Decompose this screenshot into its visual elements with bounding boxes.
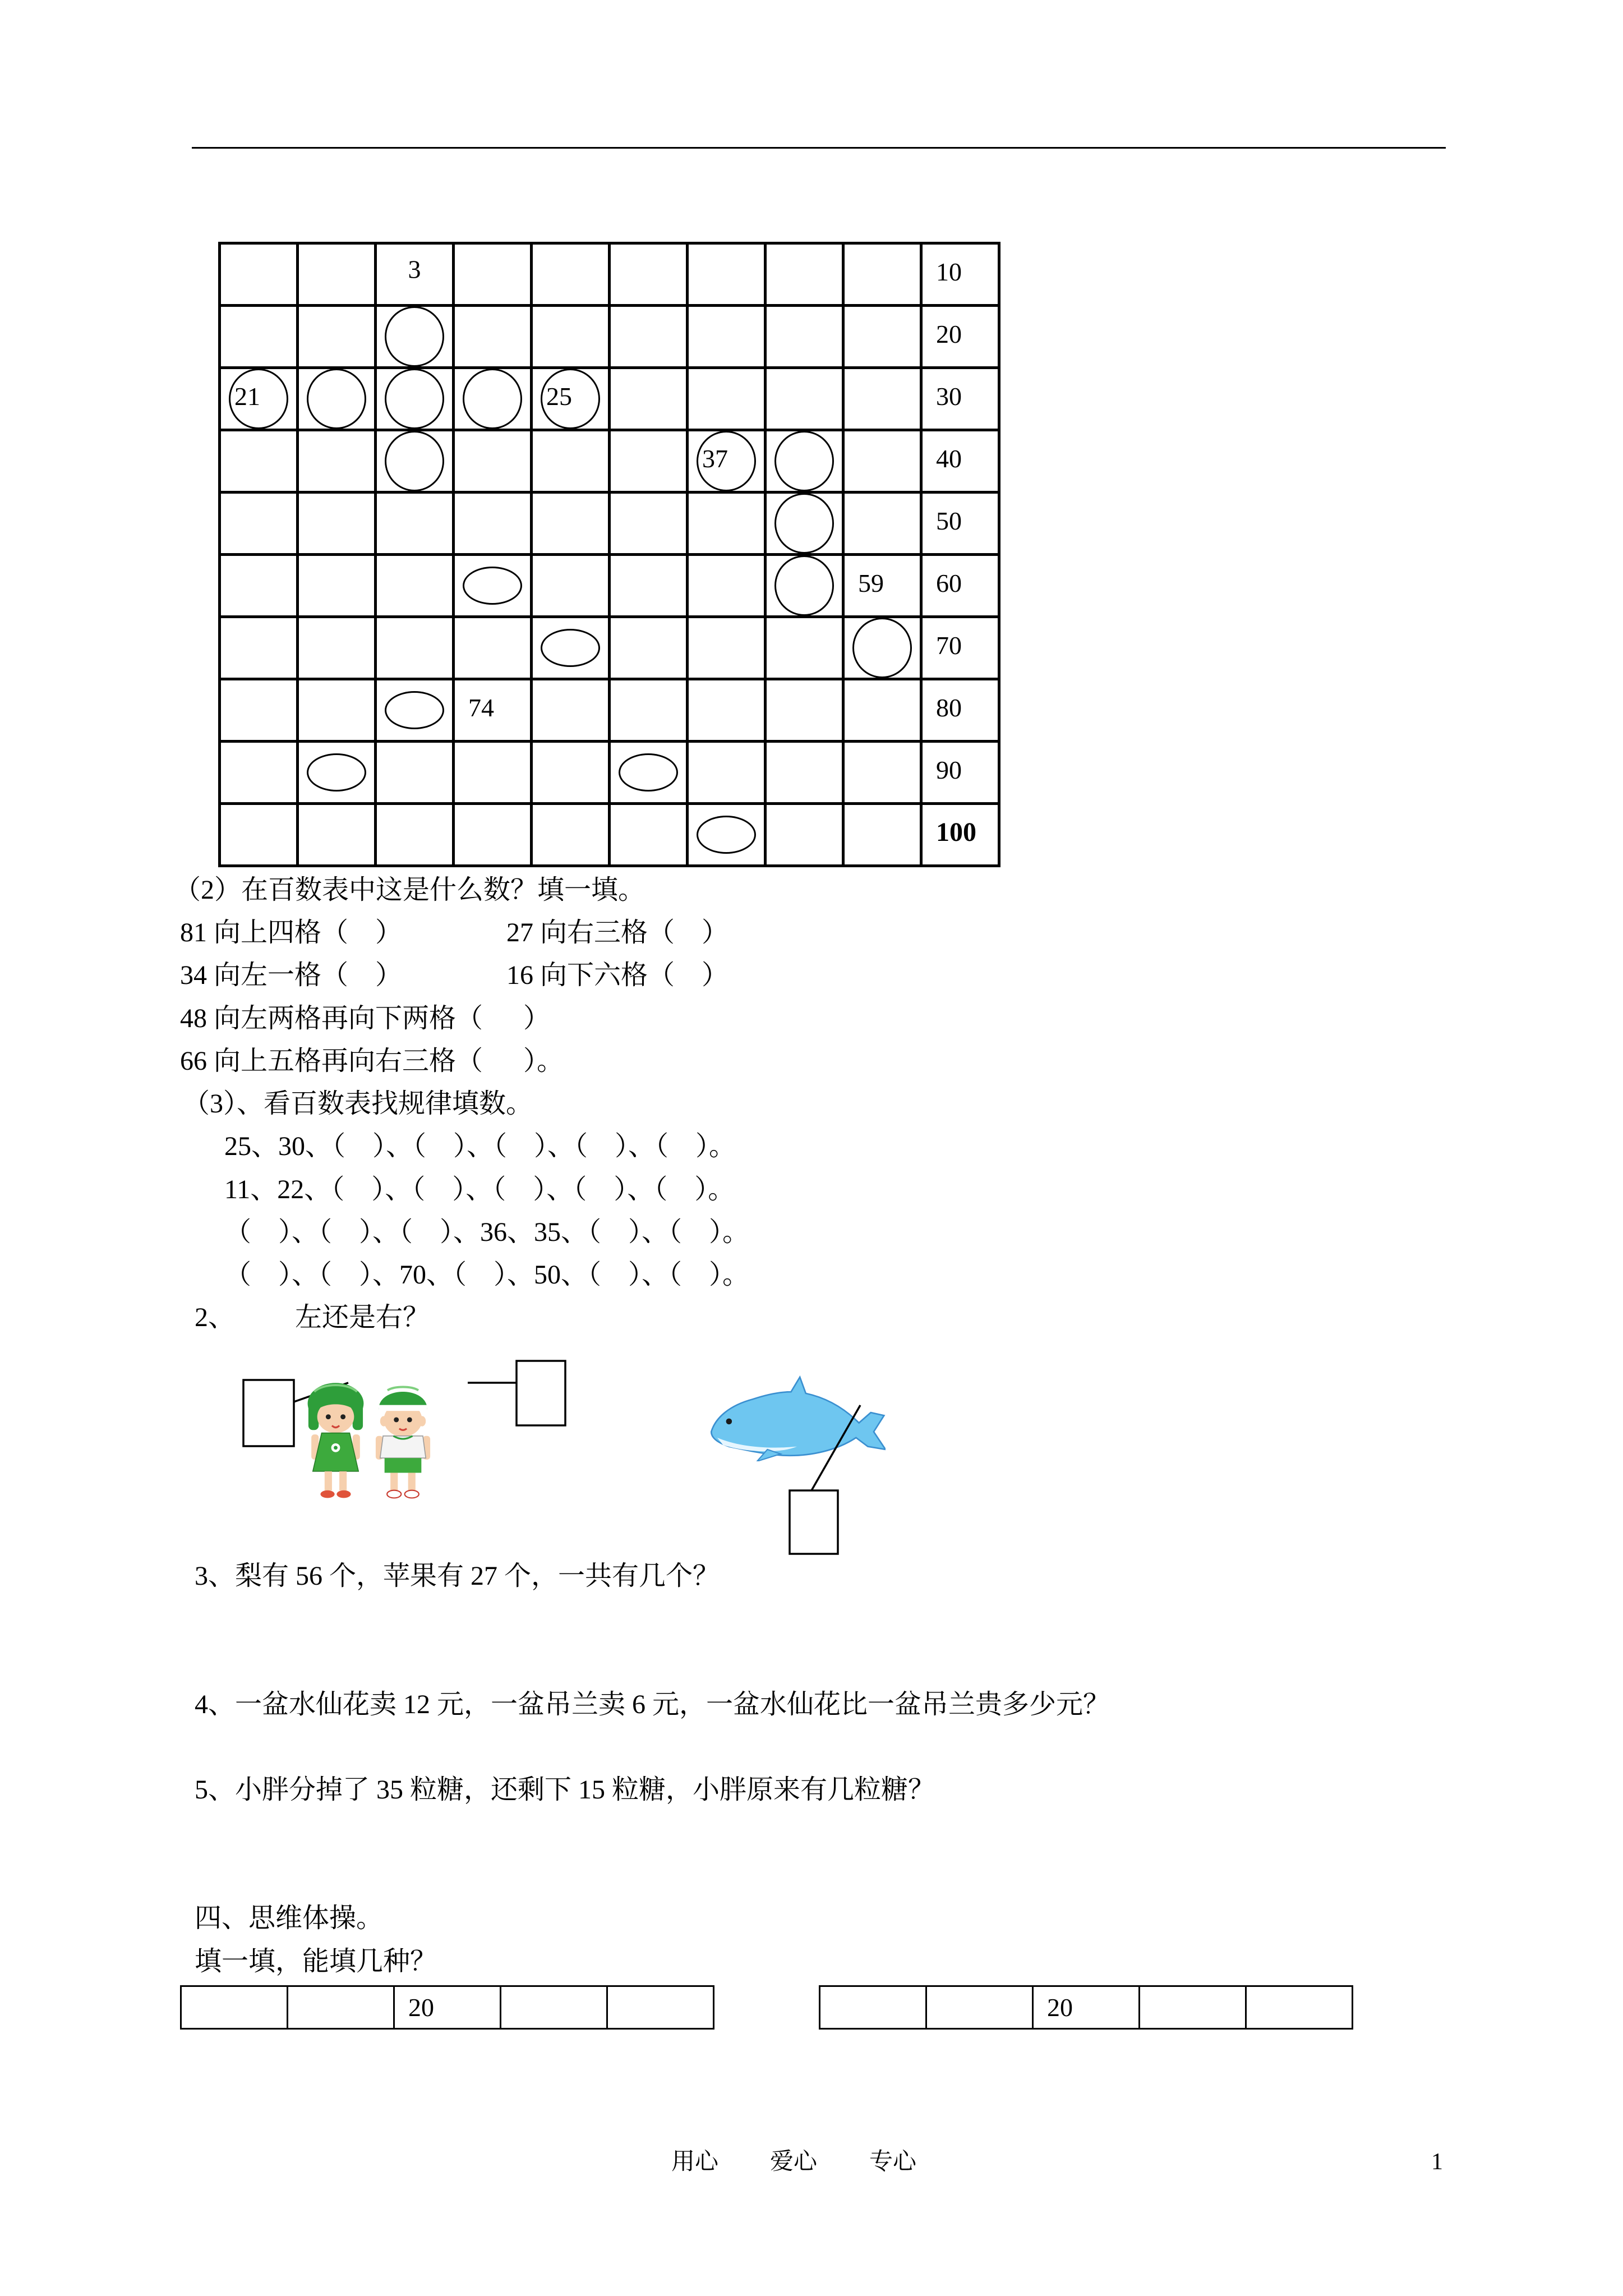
chart-cell — [610, 679, 688, 742]
fill-cell — [501, 1986, 607, 2029]
left-right-pictures — [236, 1352, 909, 1565]
answer-circle — [385, 431, 444, 491]
chart-cell — [532, 804, 610, 866]
fill-table-left — [180, 1985, 714, 2030]
chart-cell — [532, 430, 610, 493]
chart-cell — [220, 306, 298, 368]
chart-row — [220, 804, 999, 866]
chart-cell — [843, 742, 921, 804]
word-problem: 4、一盆水仙花卖 12 元，一盆吊兰卖 6 元，一盆水仙花比一盆吊兰贵多少元？ — [195, 1690, 1110, 1719]
pattern-sequence: 25、30、（ ）、（ ）、（ ）、（ ）、（ ）。 — [224, 1131, 736, 1161]
chart-cell — [766, 804, 843, 866]
fill-cell — [1246, 1986, 1353, 2029]
chart-cell — [766, 306, 843, 368]
word-problem: 5、小胖分掉了 35 粒糖，还剩下 15 粒糖，小胖原来有几粒糖？ — [195, 1775, 935, 1805]
answer-oval — [307, 753, 366, 792]
chart-cell — [454, 617, 532, 679]
fill-row — [181, 1986, 714, 2029]
dolphin-illustration — [711, 1377, 886, 1461]
chart-cell — [298, 742, 376, 804]
chart-cell — [532, 555, 610, 617]
chart-number: 59 — [858, 568, 884, 597]
answer-circle — [307, 369, 366, 429]
answer-box-dolphin — [790, 1490, 838, 1554]
chart-number: 60 — [936, 568, 962, 597]
chart-cell — [610, 243, 688, 306]
chart-cell — [688, 679, 766, 742]
fill-cell — [1140, 1986, 1246, 2029]
girl-illustration — [308, 1383, 364, 1498]
pattern-sequence: （ ）、（ ）、70、（ ）、50、（ ）、（ ）。 — [224, 1260, 750, 1290]
chart-cell — [298, 617, 376, 679]
chart-cell — [376, 617, 454, 679]
chart-number: 3 — [408, 255, 421, 284]
chart-number: 90 — [936, 755, 962, 784]
page-number: 1 — [1431, 2149, 1443, 2175]
chart-cell — [843, 555, 921, 617]
pattern-sequence: 11、22、（ ）、（ ）、（ ）、（ ）、（ ）。 — [224, 1175, 735, 1204]
chart-cell — [921, 804, 999, 866]
chart-cell — [610, 742, 688, 804]
chart-cell — [610, 617, 688, 679]
footer-motto: 用心 — [671, 2149, 719, 2175]
chart-cell — [376, 243, 454, 306]
answer-circle — [385, 369, 444, 429]
fill-table-right — [819, 1985, 1353, 2030]
answer-circle — [463, 369, 522, 429]
chart-cell — [610, 555, 688, 617]
chart-row — [220, 679, 999, 742]
chart-cell — [766, 430, 843, 493]
chart-cell — [766, 368, 843, 430]
chart-cell — [298, 430, 376, 493]
chart-cell — [843, 617, 921, 679]
chart-cell — [843, 430, 921, 493]
chart-cell — [298, 555, 376, 617]
word-problem: 3、梨有 56 个，苹果有 27 个，一共有几个？ — [195, 1561, 720, 1591]
chart-cell — [376, 742, 454, 804]
chart-cell — [298, 679, 376, 742]
footer-motto: 爱心 — [770, 2149, 818, 2175]
chart-number: 21 — [234, 381, 260, 411]
find-numbers-question: 27 向右三格（ ） — [506, 918, 729, 947]
think-section-title: 四、思维体操。 — [195, 1903, 384, 1933]
chart-cell — [376, 679, 454, 742]
fill-cell: 20 — [394, 1986, 501, 2029]
chart-cell — [532, 617, 610, 679]
chart-cell — [610, 430, 688, 493]
chart-cell — [220, 679, 298, 742]
chart-cell — [688, 742, 766, 804]
chart-cell — [298, 804, 376, 866]
answer-oval — [385, 691, 444, 729]
chart-row — [220, 430, 999, 493]
chart-cell — [532, 742, 610, 804]
chart-number: 25 — [546, 381, 572, 411]
chart-cell — [688, 306, 766, 368]
chart-number: 37 — [702, 444, 728, 473]
chart-cell — [921, 306, 999, 368]
chart-cell — [921, 430, 999, 493]
find-numbers-question: 34 向左一格（ ） — [180, 960, 403, 990]
chart-number: 70 — [936, 631, 962, 660]
footer-motto: 专心 — [869, 2149, 917, 2175]
fill-cell: 20 — [1033, 1986, 1140, 2029]
chart-row — [220, 617, 999, 679]
answer-oval — [463, 567, 522, 605]
chart-cell — [688, 430, 766, 493]
chart-cell — [376, 306, 454, 368]
chart-cell — [843, 243, 921, 306]
find-numbers-question: 48 向左两格再向下两格（ ） — [180, 1004, 551, 1033]
chart-cell — [454, 430, 532, 493]
chart-cell — [688, 368, 766, 430]
chart-cell — [376, 555, 454, 617]
chart-cell — [532, 368, 610, 430]
chart-cell — [454, 555, 532, 617]
chart-row — [220, 368, 999, 430]
chart-cell — [921, 555, 999, 617]
chart-cell — [220, 243, 298, 306]
chart-cell — [921, 679, 999, 742]
fill-cell — [288, 1986, 394, 2029]
fill-cell — [926, 1986, 1033, 2029]
chart-cell — [610, 493, 688, 555]
chart-cell — [532, 493, 610, 555]
left-right-prompt: 左还是右？ — [295, 1303, 430, 1332]
chart-number: 30 — [936, 381, 962, 411]
answer-circle — [774, 555, 834, 616]
chart-cell — [921, 493, 999, 555]
chart-cell — [843, 804, 921, 866]
answer-circle — [852, 618, 912, 678]
chart-cell — [921, 243, 999, 306]
chart-cell — [610, 368, 688, 430]
chart-number: 100 — [936, 817, 976, 847]
chart-cell — [843, 679, 921, 742]
answer-circle — [774, 431, 834, 491]
chart-cell — [688, 617, 766, 679]
chart-cell — [766, 679, 843, 742]
chart-row — [220, 742, 999, 804]
chart-cell — [220, 742, 298, 804]
chart-cell — [298, 493, 376, 555]
chart-cell — [610, 306, 688, 368]
chart-cell — [454, 493, 532, 555]
chart-cell — [220, 368, 298, 430]
chart-cell — [298, 306, 376, 368]
chart-cell — [376, 804, 454, 866]
chart-row — [220, 555, 999, 617]
chart-row — [220, 243, 999, 306]
fill-row — [820, 1986, 1353, 2029]
chart-cell — [454, 243, 532, 306]
chart-cell — [921, 617, 999, 679]
find-numbers-question: 66 向上五格再向右三格（ ）。 — [180, 1046, 564, 1076]
chart-number: 40 — [936, 444, 962, 473]
chart-number: 10 — [936, 257, 962, 286]
header-rule — [192, 147, 1446, 149]
hundred-chart-table — [218, 242, 1000, 867]
chart-cell — [220, 493, 298, 555]
fill-cell — [181, 1986, 288, 2029]
find-numbers-title: （2）在百数表中这是什么数？填一填。 — [174, 875, 645, 905]
answer-box-left-kid — [243, 1380, 294, 1446]
chart-cell — [376, 430, 454, 493]
chart-cell — [532, 243, 610, 306]
chart-cell — [688, 555, 766, 617]
chart-cell — [298, 368, 376, 430]
chart-cell — [454, 306, 532, 368]
patterns-title: （3）、看百数表找规律填数。 — [183, 1089, 533, 1119]
chart-cell — [376, 493, 454, 555]
chart-cell — [454, 742, 532, 804]
chart-number: 80 — [936, 693, 962, 722]
answer-oval — [697, 816, 756, 854]
answer-box-right-kid — [517, 1361, 565, 1425]
chart-cell — [766, 555, 843, 617]
chart-cell — [298, 243, 376, 306]
chart-row — [220, 306, 999, 368]
fill-cell — [820, 1986, 926, 2029]
chart-cell — [532, 306, 610, 368]
fill-cell — [607, 1986, 714, 2029]
chart-cell — [843, 493, 921, 555]
chart-cell — [843, 306, 921, 368]
chart-cell — [843, 368, 921, 430]
chart-cell — [766, 243, 843, 306]
left-right-number: 2、 — [195, 1303, 236, 1332]
chart-cell — [766, 617, 843, 679]
find-numbers-question: 16 向下六格（ ） — [506, 960, 729, 990]
chart-cell — [688, 493, 766, 555]
answer-circle — [774, 493, 834, 554]
chart-number: 20 — [936, 319, 962, 348]
chart-cell — [454, 804, 532, 866]
chart-cell — [688, 804, 766, 866]
think-section-prompt: 填一填，能填几种？ — [195, 1947, 437, 1976]
hundred-chart — [218, 242, 1000, 867]
chart-cell — [220, 430, 298, 493]
chart-row — [220, 493, 999, 555]
chart-cell — [921, 742, 999, 804]
chart-cell — [921, 368, 999, 430]
chart-cell — [220, 555, 298, 617]
boy-illustration — [376, 1387, 430, 1498]
chart-cell — [220, 804, 298, 866]
answer-oval — [619, 753, 678, 792]
answer-circle — [385, 306, 444, 367]
chart-cell — [766, 742, 843, 804]
answer-oval — [541, 629, 600, 667]
chart-cell — [454, 679, 532, 742]
chart-number: 50 — [936, 506, 962, 535]
pattern-sequence: （ ）、（ ）、（ ）、36、35、（ ）、（ ）。 — [224, 1217, 750, 1247]
chart-cell — [688, 243, 766, 306]
chart-cell — [610, 804, 688, 866]
chart-cell — [766, 493, 843, 555]
chart-cell — [220, 617, 298, 679]
chart-cell — [376, 368, 454, 430]
chart-cell — [454, 368, 532, 430]
find-numbers-question: 81 向上四格（ ） — [180, 918, 403, 947]
chart-cell — [532, 679, 610, 742]
chart-number: 74 — [468, 693, 494, 722]
